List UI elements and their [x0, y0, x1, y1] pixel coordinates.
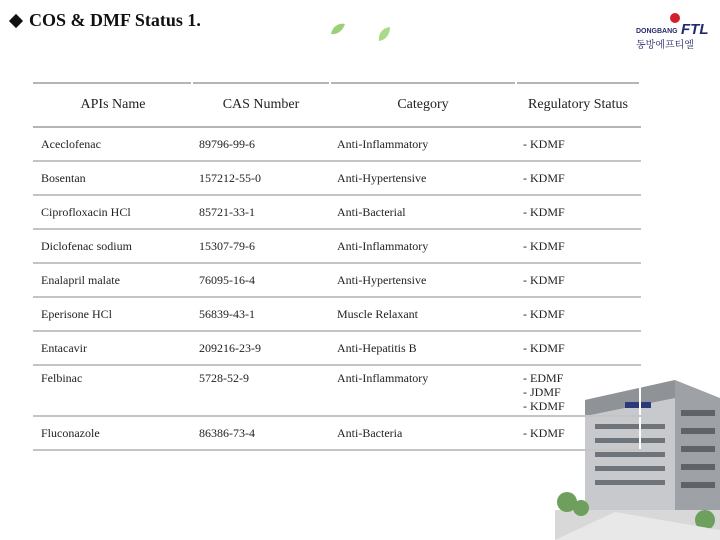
cas-number-cell: 15307-79-6 — [192, 229, 330, 263]
api-name-cell: Fluconazole — [34, 416, 192, 450]
cas-number-cell: 5728-52-9 — [192, 365, 330, 416]
cas-number-cell: 56839-43-1 — [192, 297, 330, 331]
api-name-cell: Entacavir — [34, 331, 192, 365]
logo-korean-name: 동방에프티엘 — [636, 40, 694, 51]
slide-title-text: COS & DMF Status 1. — [29, 10, 201, 30]
table-row — [34, 297, 640, 331]
cas-number-cell: 157212-55-0 — [192, 161, 330, 195]
table-row — [34, 229, 640, 263]
regulatory-status-entry: - KDMF — [523, 307, 565, 321]
table-row — [34, 161, 640, 195]
regulatory-status-cell — [516, 195, 640, 229]
api-name-cell: Felbinac — [34, 365, 192, 416]
slide-title — [8, 10, 201, 31]
api-name-cell: Diclofenac sodium — [34, 229, 192, 263]
table-body — [34, 127, 640, 450]
api-name-cell: Enalapril malate — [34, 263, 192, 297]
table-row — [34, 416, 640, 450]
category-cell: Anti-Hepatitis B — [330, 331, 516, 365]
table-row — [34, 127, 640, 161]
category-cell: Anti-Inflammatory — [330, 127, 516, 161]
regulatory-status-cell — [516, 161, 640, 195]
leaf-icon — [330, 22, 346, 36]
regulatory-status-cell — [516, 229, 640, 263]
category-cell: Muscle Relaxant — [330, 297, 516, 331]
diamond-bullet-icon — [9, 13, 23, 27]
cas-number-cell: 89796-99-6 — [192, 127, 330, 161]
table-row — [34, 331, 640, 365]
regulatory-status-cell — [516, 365, 640, 416]
category-cell: Anti-Hypertensive — [330, 161, 516, 195]
regulatory-status-entry: - KDMF — [523, 137, 565, 151]
api-name-cell: Aceclofenac — [34, 127, 192, 161]
company-logo — [634, 12, 716, 52]
cos-dmf-status-table — [33, 82, 641, 451]
logo-mark-icon — [670, 13, 680, 23]
cas-number-cell: 76095-16-4 — [192, 263, 330, 297]
regulatory-status-entry: - KDMF — [523, 239, 565, 253]
category-cell: Anti-Bacterial — [330, 195, 516, 229]
header-apis-name: APIs Name — [34, 83, 192, 127]
category-cell: Anti-Inflammatory — [330, 229, 516, 263]
header-category: Category — [330, 83, 516, 127]
regulatory-status-entry: - JDMF — [523, 385, 561, 399]
logo-brand-small: DONGBANG — [636, 28, 678, 35]
table-row — [34, 195, 640, 229]
regulatory-status-entry: - KDMF — [523, 426, 565, 440]
header-regulatory-status: Regulatory Status — [516, 83, 640, 127]
cas-number-cell: 85721-33-1 — [192, 195, 330, 229]
table-row — [34, 263, 640, 297]
table-header-row — [34, 83, 640, 127]
regulatory-status-cell — [516, 297, 640, 331]
category-cell: Anti-Hypertensive — [330, 263, 516, 297]
regulatory-status-entry: - KDMF — [523, 171, 565, 185]
category-cell: Anti-Bacteria — [330, 416, 516, 450]
regulatory-status-entry: - KDMF — [523, 273, 565, 287]
regulatory-status-entry: - KDMF — [523, 341, 565, 355]
regulatory-status-cell — [516, 263, 640, 297]
leaf-icon — [377, 26, 391, 42]
api-name-cell: Ciprofloxacin HCl — [34, 195, 192, 229]
api-name-cell: Eperisone HCl — [34, 297, 192, 331]
cas-number-cell: 86386-73-4 — [192, 416, 330, 450]
regulatory-status-entry: - EDMF — [523, 371, 564, 385]
regulatory-status-entry: - KDMF — [523, 205, 565, 219]
category-cell: Anti-Inflammatory — [330, 365, 516, 416]
regulatory-status-cell — [516, 331, 640, 365]
regulatory-status-entry: - KDMF — [523, 399, 565, 413]
regulatory-status-cell — [516, 416, 640, 450]
table-row — [34, 365, 640, 416]
regulatory-status-cell — [516, 127, 640, 161]
cas-number-cell: 209216-23-9 — [192, 331, 330, 365]
logo-brand-large: FTL — [681, 21, 709, 38]
api-name-cell: Bosentan — [34, 161, 192, 195]
header-cas-number: CAS Number — [192, 83, 330, 127]
